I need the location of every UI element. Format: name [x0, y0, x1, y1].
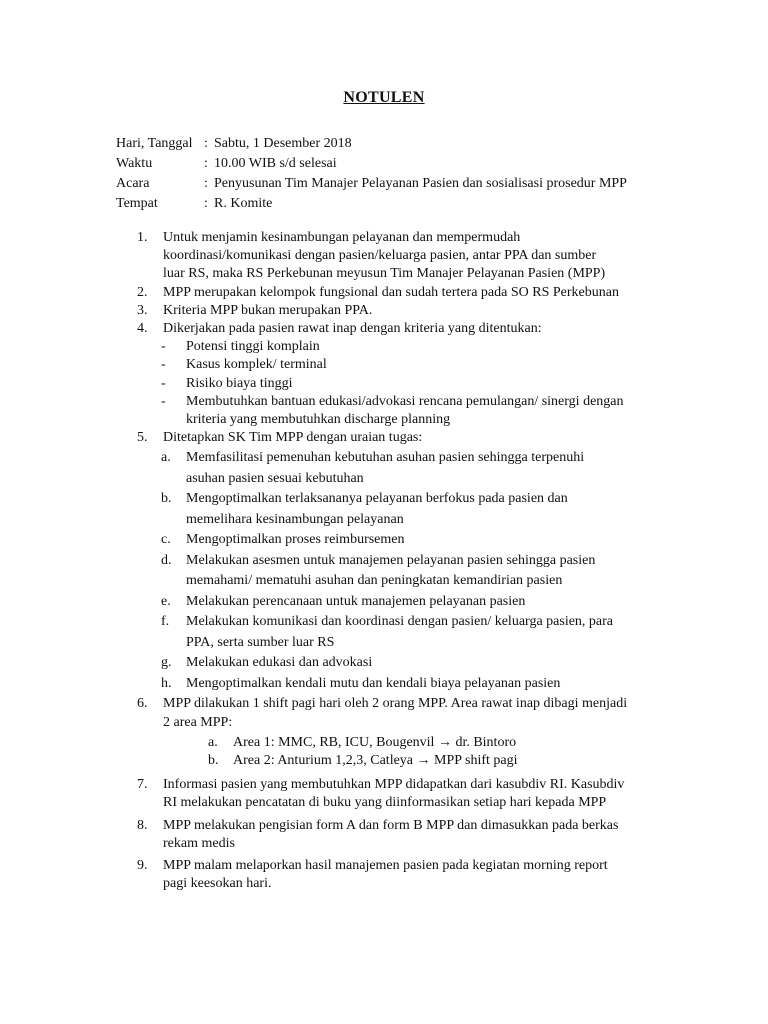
meta-label: Hari, Tanggal	[116, 136, 193, 151]
meta-value: Sabtu, 1 Desember 2018	[214, 136, 352, 151]
bullet-marker: -	[161, 357, 166, 373]
sub-item-text: memahami/ mematuhi asuhan dan peningkatan kemandirian pasien	[186, 573, 563, 589]
meta-row-time	[116, 154, 627, 174]
area-text: Area 1: MMC, RB, ICU, Bougenvil → dr. Bintoro	[233, 734, 517, 750]
list-item-text: Informasi pasien yang membutuhkan MPP didapatkan dari kasubdiv RI. Kasubdiv	[163, 777, 625, 793]
list-number: 1.	[137, 230, 148, 245]
list-number: 7.	[137, 777, 148, 793]
bullet-text: Kasus komplek/ terminal	[186, 357, 327, 373]
meta-value: Penyusunan Tim Manajer Pelayanan Pasien dan sosialisasi prosedur MPP	[214, 176, 627, 191]
meta-colon: :	[204, 136, 208, 151]
sub-item-letter: f.	[161, 614, 170, 630]
sub-item-text: asuhan pasien sesuai kebutuhan	[186, 470, 364, 486]
list-item-text: Ditetapkan SK Tim MPP dengan uraian tugas:	[163, 430, 423, 446]
meta-colon: :	[204, 196, 208, 211]
meta-label: Tempat	[116, 196, 158, 211]
bullet-text: Risiko biaya tinggi	[186, 375, 293, 391]
bullet-marker: -	[161, 393, 166, 409]
meta-row-place	[116, 194, 627, 214]
list-item-text: Dikerjakan pada pasien rawat inap dengan kriteria yang ditentukan:	[163, 321, 542, 336]
area-letter: b.	[208, 753, 219, 768]
bullet-text: Potensi tinggi komplain	[186, 339, 320, 355]
sub-item-text: Melakukan perencanaan untuk manajemen pelayanan pasien	[186, 593, 526, 609]
sub-item-text: Mengoptimalkan proses reimbursemen	[186, 532, 405, 548]
bullet-marker: -	[161, 339, 166, 355]
sub-item-text: Mengoptimalkan terlaksananya pelayanan berfokus pada pasien dan	[186, 491, 568, 507]
list-number: 8.	[137, 817, 148, 833]
page-title: NOTULEN	[343, 89, 425, 106]
list-number: 2.	[137, 284, 148, 300]
sub-item-text: memelihara kesinambungan pelayanan	[186, 511, 404, 527]
area-text: Area 2: Anturium 1,2,3, Catleya → MPP shift pagi	[233, 753, 518, 768]
bullet-text: kriteria yang membutuhkan discharge planning	[186, 412, 451, 427]
sub-item-letter: c.	[161, 532, 171, 548]
meta-row-agenda	[116, 174, 627, 194]
meta-colon: :	[204, 156, 208, 171]
sub-item-letter: e.	[161, 593, 171, 609]
list-item-text: RI melakukan pencatatan di buku yang diinformasikan setiap hari kepada MPP	[163, 795, 607, 811]
sub-item-letter: a.	[161, 450, 171, 466]
bullet-marker: -	[161, 375, 166, 391]
sub-item-letter: d.	[161, 552, 172, 568]
meta-value: R. Komite	[214, 196, 273, 211]
bullet-text: Membutuhkan bantuan edukasi/advokasi rencana pemulangan/ sinergi dengan	[186, 393, 624, 409]
list-item-text: MPP melakukan pengisian form A dan form B MPP dan dimasukkan pada berkas	[163, 817, 619, 833]
list-item-text: MPP malam melaporkan hasil manajemen pasien pada kegiatan morning report	[163, 858, 608, 873]
sub-item-letter: g.	[161, 655, 172, 671]
meeting-info	[116, 134, 627, 214]
list-number: 5.	[137, 430, 148, 446]
sub-item-text: Melakukan edukasi dan advokasi	[186, 655, 373, 671]
meta-value: 10.00 WIB s/d selesai	[214, 156, 337, 171]
sub-item-text: Memfasilitasi pemenuhan kebutuhan asuhan pasien sehingga terpenuhi	[186, 450, 585, 466]
list-item-text: Kriteria MPP bukan merupakan PPA.	[163, 302, 373, 318]
sub-item-letter: h.	[161, 675, 172, 691]
sub-item-letter: b.	[161, 491, 172, 507]
sub-item-text: Mengoptimalkan kendali mutu dan kendali biaya pelayanan pasien	[186, 675, 561, 691]
list-number: 6.	[137, 696, 148, 712]
meta-label: Acara	[116, 176, 150, 191]
list-item-text: MPP dilakukan 1 shift pagi hari oleh 2 orang MPP. Area rawat inap dibagi menjadi	[163, 696, 628, 712]
list-number: 9.	[137, 858, 148, 873]
list-item-text: Untuk menjamin kesinambungan pelayanan dan mempermudah	[163, 230, 521, 245]
list-number: 3.	[137, 302, 148, 318]
sub-item-text: Melakukan komunikasi dan koordinasi dengan pasien/ keluarga pasien, para	[186, 614, 614, 630]
meta-row-date	[116, 134, 627, 154]
list-number: 4.	[137, 321, 148, 336]
meta-label: Waktu	[116, 156, 153, 171]
sub-item-text: PPA, serta sumber luar RS	[186, 634, 335, 650]
area-letter: a.	[208, 734, 218, 750]
list-item-text: luar RS, maka RS Perkebunan meyusun Tim Manajer Pelayanan Pasien (MPP)	[163, 266, 606, 282]
list-item-text: 2 area MPP:	[163, 714, 233, 730]
meta-colon: :	[204, 176, 208, 191]
list-item-text: MPP merupakan kelompok fungsional dan sudah tertera pada SO RS Perkebunan	[163, 284, 619, 300]
list-item-text: koordinasi/komunikasi dengan pasien/keluarga pasien, antar PPA dan sumber	[163, 248, 597, 264]
list-item-text: pagi keesokan hari.	[163, 876, 272, 892]
list-item-text: rekam medis	[163, 835, 235, 851]
sub-item-text: Melakukan asesmen untuk manajemen pelayanan pasien sehingga pasien	[186, 552, 596, 568]
